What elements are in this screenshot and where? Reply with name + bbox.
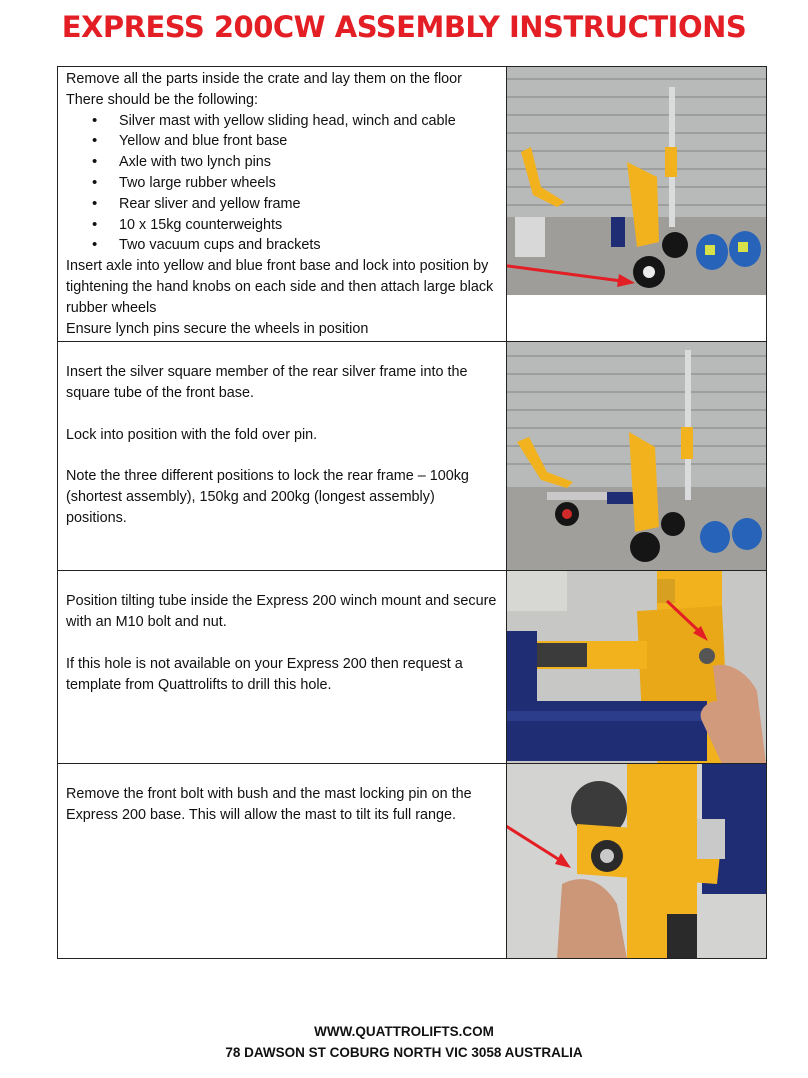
step-4-photo xyxy=(507,764,767,959)
parts-list xyxy=(66,111,498,257)
step-row-1 xyxy=(58,67,767,342)
step-2-para-3: Note the three different positions to lock the rear frame – 100kg (shortest assembly), 150kg and 200kg (longest assembly) positions. xyxy=(66,468,469,526)
winch-mount-photo xyxy=(507,571,766,764)
step-3-text xyxy=(58,571,507,764)
step-1-body-1: Insert axle into yellow and blue front base and lock into position by tightening the hand knobs on each side and then attach large black rubber wheels xyxy=(66,258,494,316)
step-row-4 xyxy=(58,764,767,959)
front-bolt-photo xyxy=(507,764,766,959)
parts-on-floor-photo xyxy=(507,67,766,295)
step-1-body-2: Ensure lynch pins secure the wheels in position xyxy=(66,320,369,337)
step-row-3 xyxy=(58,571,767,764)
page-title: EXPRESS 200CW ASSEMBLY INSTRUCTIONS xyxy=(61,10,747,44)
footer-address: 78 DAWSON ST COBURG NORTH VIC 3058 AUSTRALIA xyxy=(225,1045,583,1060)
step-4-para-1: Remove the front bolt with bush and the mast locking pin on the Express 200 base. This will allow the mast to tilt its full range. xyxy=(66,786,472,824)
step-3-para-2: If this hole is not available on your Express 200 then request a template from Quattrolifts to drill this hole. xyxy=(66,655,463,693)
list-item: • Two large rubber wheels xyxy=(119,173,498,194)
step-4-text xyxy=(58,764,507,959)
list-item: • Yellow and blue front base xyxy=(119,131,498,152)
step-2-para-1: Insert the silver square member of the rear silver frame into the square tube of the front base. xyxy=(66,364,468,402)
step-1-text xyxy=(58,67,507,342)
step-3-photo xyxy=(507,571,767,764)
footer-website: WWW.QUATTROLIFTS.COM xyxy=(314,1024,494,1039)
list-item: • 10 x 15kg counterweights xyxy=(119,215,498,236)
step-2-photo xyxy=(507,342,767,571)
step-1-intro-1: Remove all the parts inside the crate and lay them on the floor xyxy=(66,71,462,87)
step-2-text xyxy=(58,342,507,571)
step-row-2 xyxy=(58,342,767,571)
list-item: • Axle with two lynch pins xyxy=(119,152,498,173)
rear-frame-assembly-photo xyxy=(507,342,766,571)
step-2-para-2: Lock into position with the fold over pin. xyxy=(66,426,318,443)
instructions-table xyxy=(57,66,767,959)
step-1-intro-2: There should be the following: xyxy=(66,91,258,108)
step-1-photo xyxy=(507,67,767,342)
step-3-para-1: Position tilting tube inside the Express 200 winch mount and secure with an M10 bolt and nut. xyxy=(66,593,497,631)
list-item: • Rear sliver and yellow frame xyxy=(119,194,498,215)
list-item: • Two vacuum cups and brackets xyxy=(119,235,498,256)
list-item: • Silver mast with yellow sliding head, winch and cable xyxy=(119,111,498,132)
